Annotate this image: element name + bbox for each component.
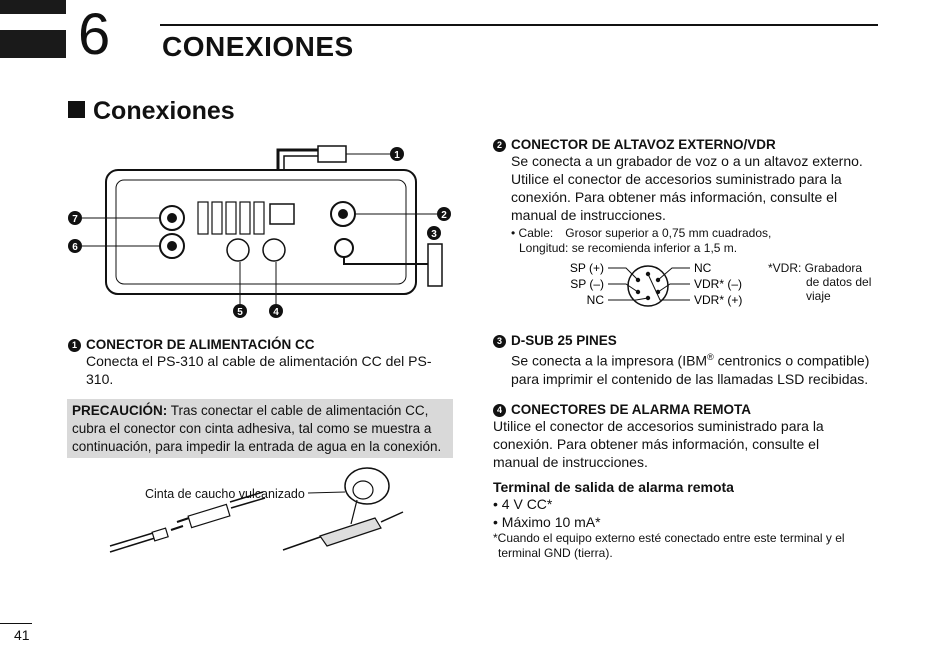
caution-label: PRECAUCIÓN:: [72, 403, 168, 418]
item-1-heading: CONECTOR DE ALIMENTACIÓN CC: [86, 337, 315, 352]
alarm-subheading: Terminal de salida de alarma remota: [493, 479, 734, 495]
marker-2-icon: 2: [493, 139, 506, 152]
item-2-line-2: Utilice el conector de accesorios suministrado para la: [511, 171, 842, 187]
pin-sp-minus: SP (–): [570, 277, 604, 291]
item-3: 3 D-SUB 25 PINES Se conecta a la impresora (IBM® centronics o compatible) para imprimir el contenido de las llamadas LSD recibidas.: [493, 333, 893, 388]
power-plug: [318, 146, 346, 162]
marker-2: [437, 207, 451, 221]
item-4-line-1: Utilice el conector de accesorios suministrado para la: [493, 418, 824, 434]
tape-diagram: [105, 462, 405, 562]
chapter-tab-top: [0, 0, 66, 14]
marker-3: [427, 226, 441, 240]
tape-label: Cinta de caucho vulcanizado: [145, 487, 305, 501]
marker-7: [68, 211, 82, 225]
item-2-line-1: Se conecta a un grabador de voz o a un altavoz externo.: [511, 153, 863, 169]
item-2-heading: CONECTOR DE ALTAVOZ EXTERNO/VDR: [511, 137, 776, 152]
item-2-line-4: manual de instrucciones.: [511, 207, 666, 223]
svg-text:6: 6: [72, 242, 78, 253]
alarm-bullet-1: • 4 V CC*: [493, 496, 553, 512]
alarm-footnote-2: terminal GND (tierra).: [498, 546, 613, 560]
item-4-line-2: conexión. Para obtener más información, consulte el: [493, 436, 820, 452]
cable-value: Grosor superior a 0,75 mm cuadrados,: [565, 226, 772, 240]
alarm-bullet-2: • Máximo 10 mA*: [493, 514, 601, 530]
caution-box: [67, 399, 453, 458]
item-4: [493, 402, 893, 561]
page-number: 41: [14, 627, 30, 643]
chapter-title: CONEXIONES: [162, 31, 354, 62]
square-bullet-icon: [68, 101, 85, 118]
marker-4: [269, 304, 283, 318]
svg-text:1: 1: [394, 150, 400, 161]
pin-sp-plus: SP (+): [569, 261, 604, 275]
marker-5: [233, 304, 247, 318]
marker-6: [68, 239, 82, 253]
pin-vdr-minus: VDR* (–): [694, 277, 743, 291]
pin-diagram: [560, 256, 760, 312]
cable-length: Longitud: se recomienda inferior a 1,5 m.: [519, 241, 738, 255]
pin-nc-right: NC: [694, 261, 712, 275]
marker-1-icon: 1: [68, 339, 81, 352]
alarm-footnote-1: *Cuando el equipo externo esté conectado entre este terminal y el: [493, 531, 845, 545]
item-3-line-2: para imprimir el contenido de las llamadas LSD recibidas.: [511, 370, 869, 387]
item-2: [493, 137, 888, 256]
item-1: [68, 337, 458, 388]
caution-line-1: Tras conectar el cable de alimentación CC,: [167, 403, 429, 418]
page-rule: [0, 623, 32, 624]
svg-text:2: 2: [441, 210, 447, 221]
rear-panel-diagram: [60, 140, 460, 320]
item-3-heading: D-SUB 25 PINES: [511, 333, 617, 348]
svg-text:7: 7: [72, 214, 78, 225]
item-1-line-1: Conecta el PS-310 al cable de alimentación CC del PS-: [86, 353, 432, 369]
svg-text:5: 5: [237, 307, 243, 318]
caution-line-3: continuación, para impedir la entrada de agua en la conexión.: [72, 439, 442, 454]
chapter-rule: [160, 24, 878, 26]
pin-nc-left: NC: [586, 293, 604, 307]
item-4-line-3: manual de instrucciones.: [493, 454, 648, 470]
item-4-heading: CONECTORES DE ALARMA REMOTA: [511, 402, 752, 417]
item-2-line-3: conexión. Para obtener más información, consulte el: [511, 189, 838, 205]
section-title: Conexiones: [68, 97, 235, 126]
vdr-note: *VDR: Grabadora de datos del viaje: [768, 261, 872, 303]
pin-vdr-plus: VDR* (+): [694, 293, 743, 307]
item-1-line-2: 310.: [86, 371, 114, 387]
marker-3-icon: 3: [493, 335, 506, 348]
marker-1: [390, 147, 404, 161]
svg-text:4: 4: [273, 307, 279, 318]
caution-line-2: cubra el conector con cinta adhesiva, tal como se muestra a: [72, 421, 432, 436]
chapter-tab-bottom: [0, 30, 66, 58]
marker-4-icon: 4: [493, 404, 506, 417]
svg-text:3: 3: [431, 229, 437, 240]
cable-label: • Cable:: [511, 226, 554, 240]
dsub-connector: [428, 244, 442, 286]
chapter-number: 6: [78, 2, 111, 67]
